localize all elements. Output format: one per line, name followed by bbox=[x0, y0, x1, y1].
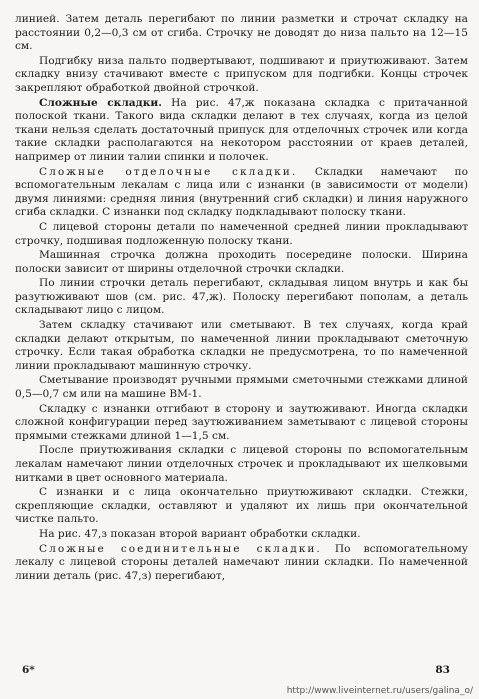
spaced-subheading: Сложные соединительные складки. bbox=[39, 542, 322, 555]
spaced-subheading: Сложные отделочные складки. bbox=[39, 165, 298, 178]
paragraph: Сложные отделочные складки. Складки намечают по вспомогательным лекалам с лица или с изнанки (в зависимости от модели) двумя линиями: средняя линия (внутренний сгиб складки) и линия наружного сгиба складки. С изнанки под складку подкладывают полоску ткани. bbox=[15, 165, 468, 219]
watermark-url: http://www.liveinternet.ru/users/galina_o/ bbox=[286, 686, 473, 696]
paragraph: Подгибку низа пальто подвертывают, подшивают и приутюживают. Затем складку внизу стачивают вместе с припуском для подгибки. Концы строчек закрепляют обработкой двойной строчкой. bbox=[15, 54, 468, 94]
paragraph: Затем складку стачивают или сметывают. В тех случаях, когда край складки делают открытым, по намеченной линии прокладывают сметочную строчку. Если такая обработка складки не предусмотрена, то по намеченной линии прокладывают машинную строчку. bbox=[15, 319, 468, 372]
paragraph: После приутюживания складки с лицевой стороны по вспомогательным лекалам намечают линии отделочных строчек и прокладывают их шелковыми нитками в цвет основного материала. bbox=[15, 444, 468, 484]
signature-mark: 6* bbox=[22, 664, 35, 676]
subheading: Сложные складки. bbox=[39, 96, 162, 109]
paragraph: Сметывание производят ручными прямыми сметочными стежками длиной 0,5—0,7 см или на машине ВМ-1. bbox=[15, 374, 468, 401]
paragraph: По линии строчки деталь перегибают, складывая лицом внутрь и как бы разутюживают шов (см. рис. 47,ж). Полоску перегибают пополам, а деталь складывают лицо с лицом. bbox=[15, 277, 468, 317]
page-number: 83 bbox=[435, 664, 450, 676]
paragraph: С лицевой стороны детали по намеченной средней линии прокладывают строчку, подшивая подложенную полоску ткани. bbox=[15, 220, 468, 247]
page-body bbox=[15, 13, 468, 584]
paragraph: Сложные соединительные складки. По вспомогательному лекалу с лицевой стороны деталей намечают линии складки. По намеченной линии деталь (рис. 47,з) перегибают, bbox=[15, 542, 468, 582]
paragraph: Машинная строчка должна проходить посередине полоски. Ширина полоски зависит от ширины отделочной строчки складки. bbox=[15, 249, 468, 275]
paragraph: На рис. 47,з показан второй вариант обработки складки. bbox=[39, 527, 361, 540]
paragraph: линией. Затем деталь перегибают по линии разметки и строчат складку на расстоянии 0,2—0,3 см от сгиба. Строчку не доводят до низа пальто на 12—15 см. bbox=[15, 13, 468, 53]
paragraph: С изнанки и с лица окончательно приутюживают складки. Стежки, скрепляющие складки, оставляют и удаляют их лишь при окончательной чистке пальто. bbox=[15, 486, 468, 526]
paragraph: Сложные складки. На рис. 47,ж показана складка с притачанной полоской ткани. Такого вида складки делают в тех случаях, когда из целой ткани нельзя сделать достаточный припуск для отделочных строчек или когда такие складки располагаются на некотором расстоянии от краев деталей, например от линии талии спинки и полочек. bbox=[15, 96, 468, 163]
paragraph: Складку с изнанки отгибают в сторону и заутюживают. Иногда складки сложной конфигурации перед заутюживанием заметывают с лицевой стороны прямыми стежками длиной 1—1,5 см. bbox=[15, 402, 468, 442]
